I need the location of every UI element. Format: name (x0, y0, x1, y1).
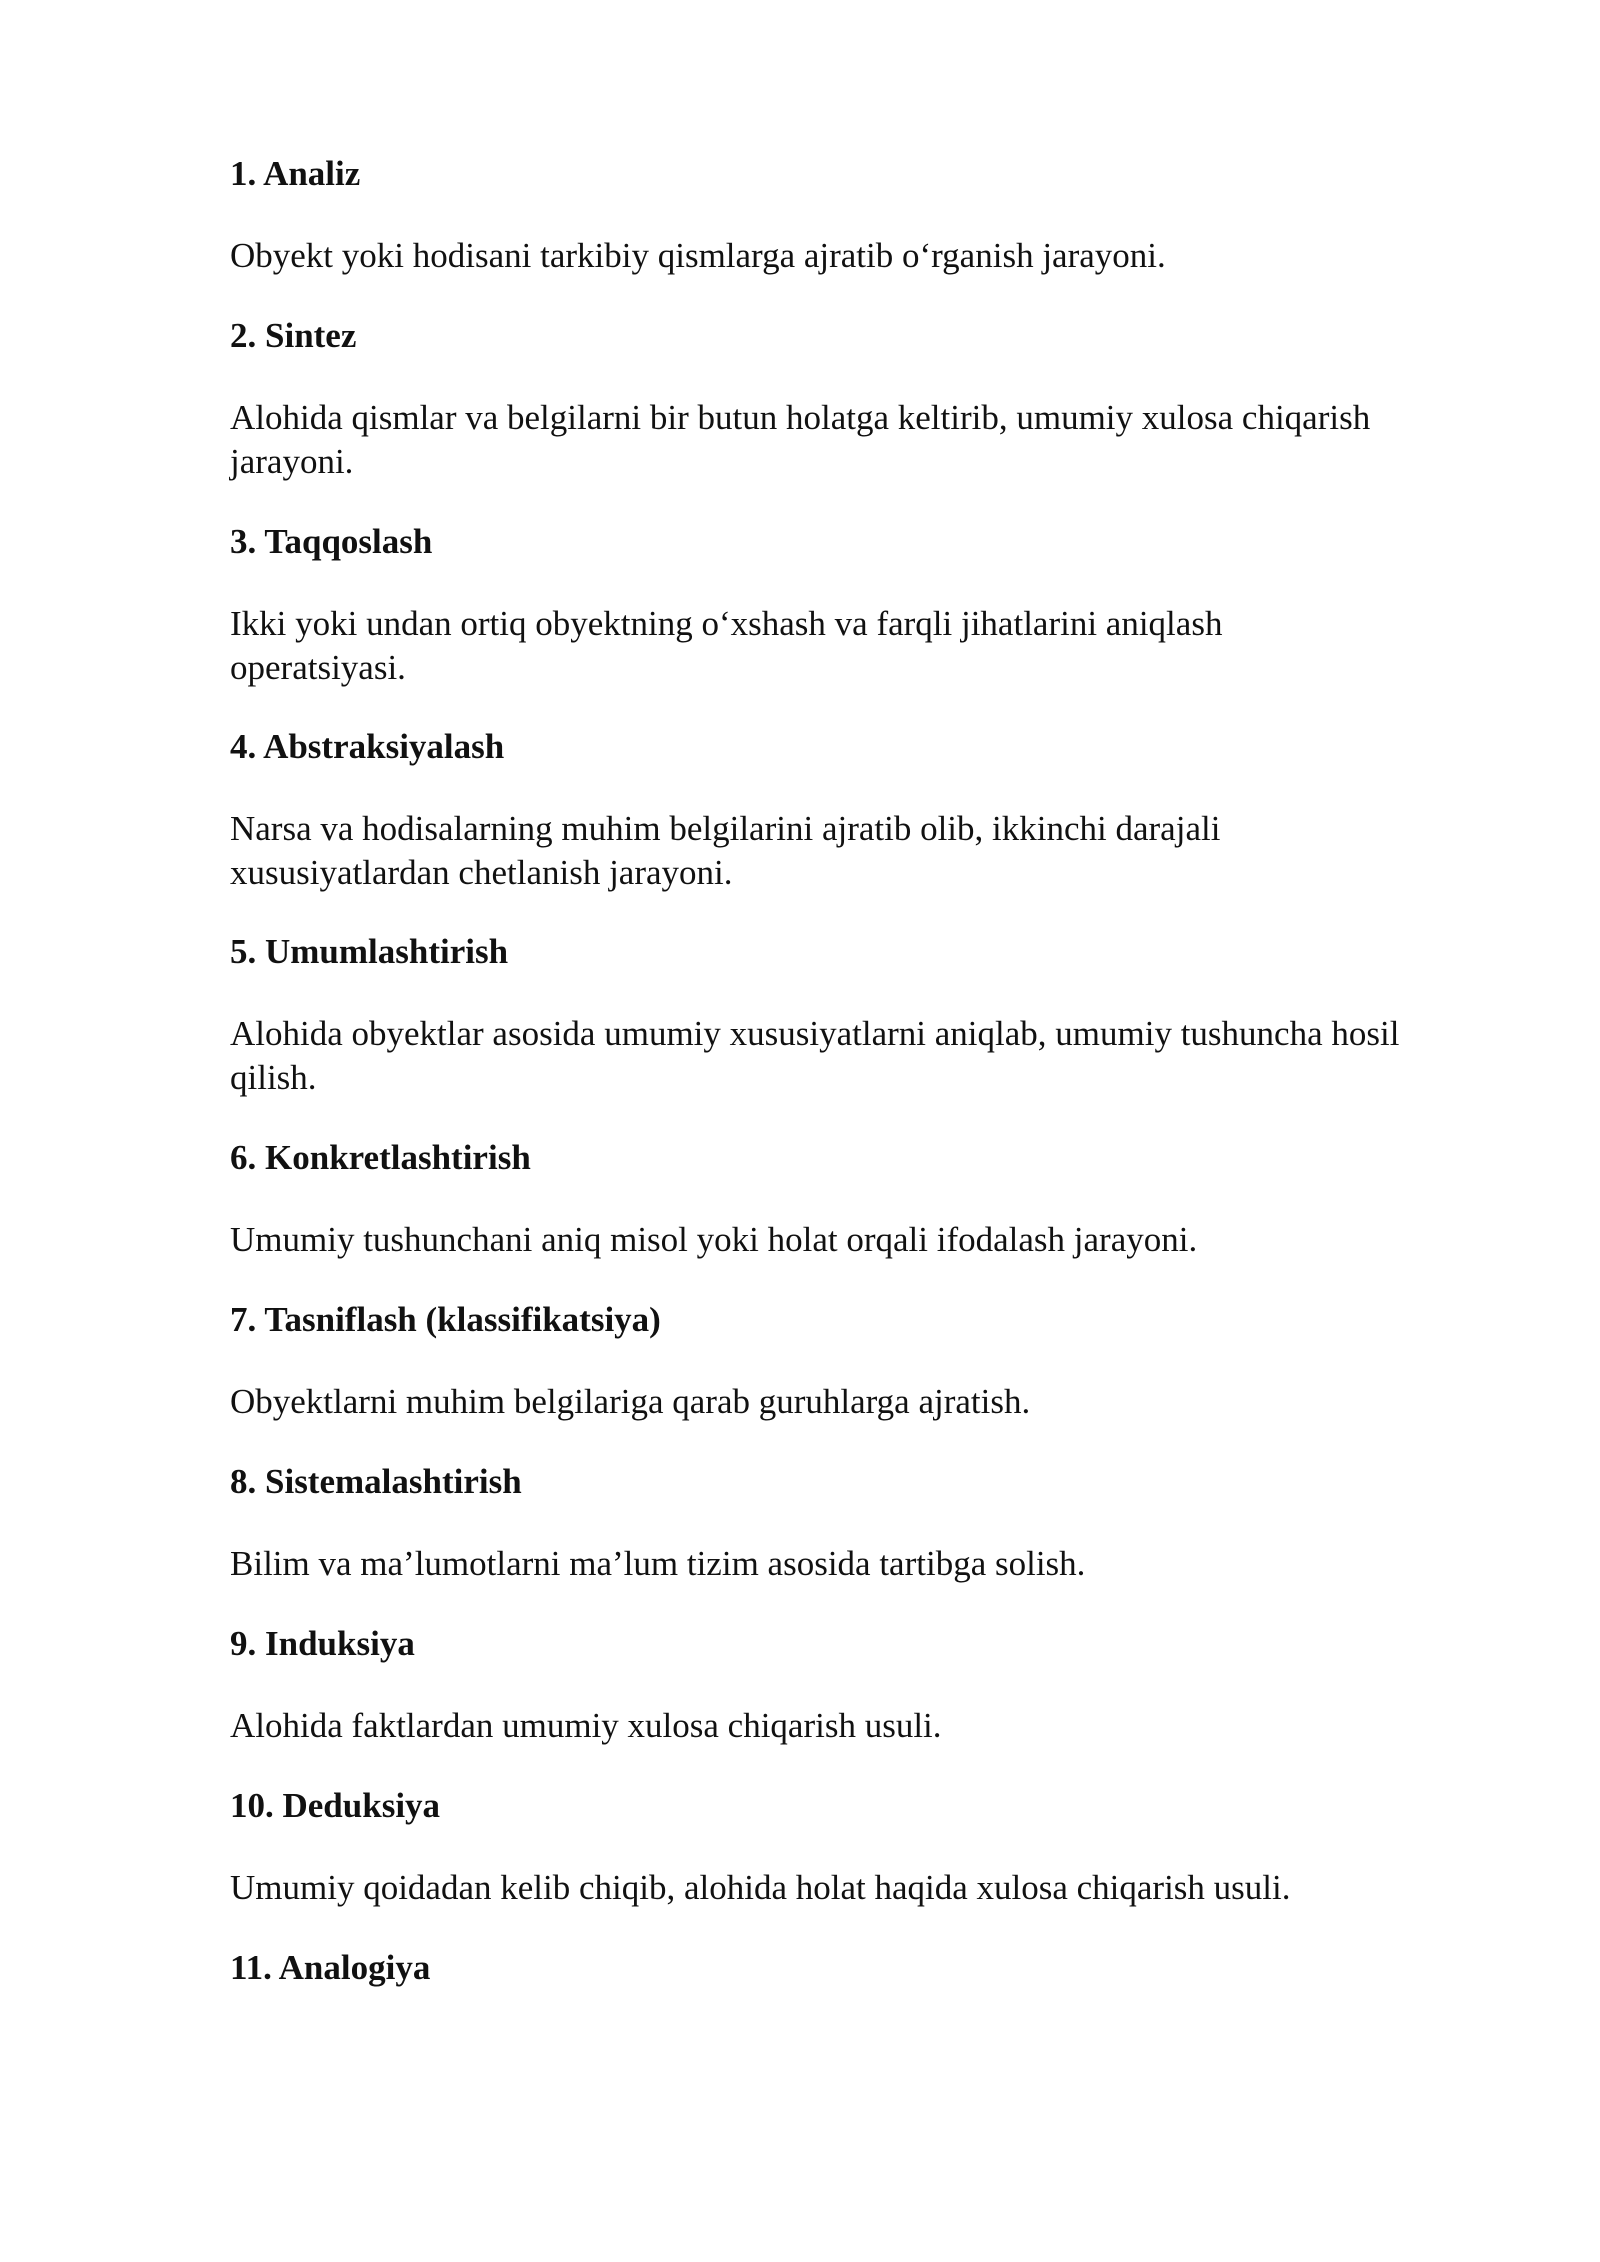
section-heading: 1. Analiz (230, 154, 361, 193)
section-sintez (230, 314, 1470, 481)
section-umumlashtirish (230, 930, 1470, 1097)
section-text: Bilim va ma’lumotlarni ma’lum tizim asosida tartibga solish. (230, 1544, 1086, 1583)
section-heading: 8. Sistemalashtirish (230, 1462, 522, 1501)
section-text: Alohida obyektlar asosida umumiy xususiyatlarni aniqlab, umumiy tushuncha hosil qilish. (230, 1014, 1400, 1097)
section-deduksiya (230, 1784, 1470, 1907)
section-heading: 4. Abstraksiyalash (230, 727, 505, 766)
section-heading: 7. Tasniflash (klassifikatsiya) (230, 1300, 661, 1339)
section-text: Umumiy qoidadan kelib chiqib, alohida holat haqida xulosa chiqarish usuli. (230, 1868, 1291, 1907)
section-tasniflash (230, 1298, 1470, 1421)
section-heading: 9. Induksiya (230, 1624, 415, 1663)
section-heading: 11. Analogiya (230, 1948, 431, 1987)
section-text: Alohida qismlar va belgilarni bir butun holatga keltirib, umumiy xulosa chiqarish jarayoni. (230, 398, 1371, 481)
section-sistemalashtirish (230, 1460, 1470, 1583)
section-text: Narsa va hodisalarning muhim belgilarini ajratib olib, ikkinchi darajali xususiyatlardan chetlanish jarayoni. (230, 809, 1221, 892)
section-heading: 10. Deduksiya (230, 1786, 441, 1825)
section-heading: 3. Taqqoslash (230, 522, 433, 561)
section-text: Umumiy tushunchani aniq misol yoki holat orqali ifodalash jarayoni. (230, 1220, 1198, 1259)
section-text: Alohida faktlardan umumiy xulosa chiqarish usuli. (230, 1706, 942, 1745)
section-heading: 2. Sintez (230, 316, 357, 355)
section-analogiya (230, 1946, 1470, 1990)
section-text: Obyekt yoki hodisani tarkibiy qismlarga ajratib o‘rganish jarayoni. (230, 236, 1166, 275)
section-text: Obyektlarni muhim belgilariga qarab guruhlarga ajratish. (230, 1382, 1031, 1421)
section-text: Ikki yoki undan ortiq obyektning o‘xshash va farqli jihatlarini aniqlash operatsiyasi. (230, 604, 1223, 687)
section-konkretlashtirish (230, 1136, 1470, 1259)
section-analiz (230, 152, 1470, 275)
section-heading: 6. Konkretlashtirish (230, 1138, 531, 1177)
section-taqqoslash (230, 520, 1470, 687)
section-heading: 5. Umumlashtirish (230, 932, 509, 971)
section-induksiya (230, 1622, 1470, 1745)
section-abstraksiyalash (230, 725, 1470, 892)
